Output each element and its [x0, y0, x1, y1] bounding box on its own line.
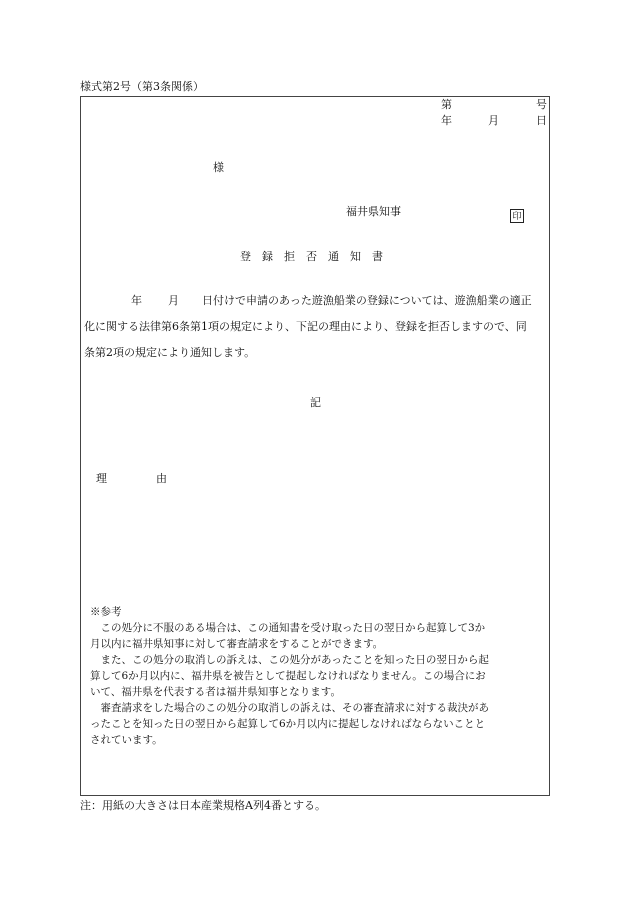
body-line-3: 条第2項の規定により通知します。 [84, 346, 256, 359]
reference-line: されています。 [90, 734, 163, 746]
addressee-suffix: 様 [213, 161, 224, 174]
body-line-2: 化に関する法律第6条第1項の規定により、下記の理由により、登録を拒否しますので、同 [84, 320, 527, 333]
reference-line: 審査請求をした場合のこの処分の取消しの訴えは、その審査請求に対する裁決があ [90, 702, 489, 714]
document-title: 登 録 拒 否 通 知 書 [240, 250, 383, 263]
reference-line: ったことを知った日の翌日から起算して6か月以内に提起しなければならないことと [90, 718, 486, 730]
reference-line: 算して6か月以内に、福井県を被告として提起しなければなりません。この場合にお [90, 670, 486, 682]
body-line-1: 日付けで申請のあった遊漁船業の登録については、遊漁船業の適正 [202, 294, 532, 307]
date-month: 月 [488, 114, 499, 127]
reference-line: 月以内に福井県知事に対して審査請求をすることができます。 [90, 638, 384, 650]
ki-heading: 記 [310, 396, 321, 409]
seal-mark [510, 204, 524, 223]
form-label: 様式第2号（第3条関係） [80, 80, 204, 93]
sender-name: 福井県知事 [346, 205, 401, 218]
reference-line: いて、福井県を代表する者は福井県知事となります。 [90, 686, 341, 698]
number-prefix: 第 [441, 98, 452, 111]
reason-label-1: 理 [96, 472, 107, 485]
date-day: 日 [536, 114, 547, 127]
footnote: 注：用紙の大きさは日本産業規格A列4番とする。 [80, 799, 326, 812]
date-year: 年 [441, 114, 452, 127]
body-month: 月 [168, 294, 179, 307]
number-suffix: 号 [536, 98, 547, 111]
reference-block [90, 604, 552, 748]
reason-label-2: 由 [156, 472, 167, 485]
seal-glyph: 印 [510, 209, 524, 223]
reference-line: この処分に不服のある場合は、この通知書を受け取った日の翌日から起算して3か [90, 622, 486, 634]
reference-line: また、この処分の取消しの訴えは、この処分があったことを知った日の翌日から起 [90, 654, 489, 666]
body-year: 年 [131, 294, 142, 307]
reference-heading: ※参考 [90, 606, 122, 618]
